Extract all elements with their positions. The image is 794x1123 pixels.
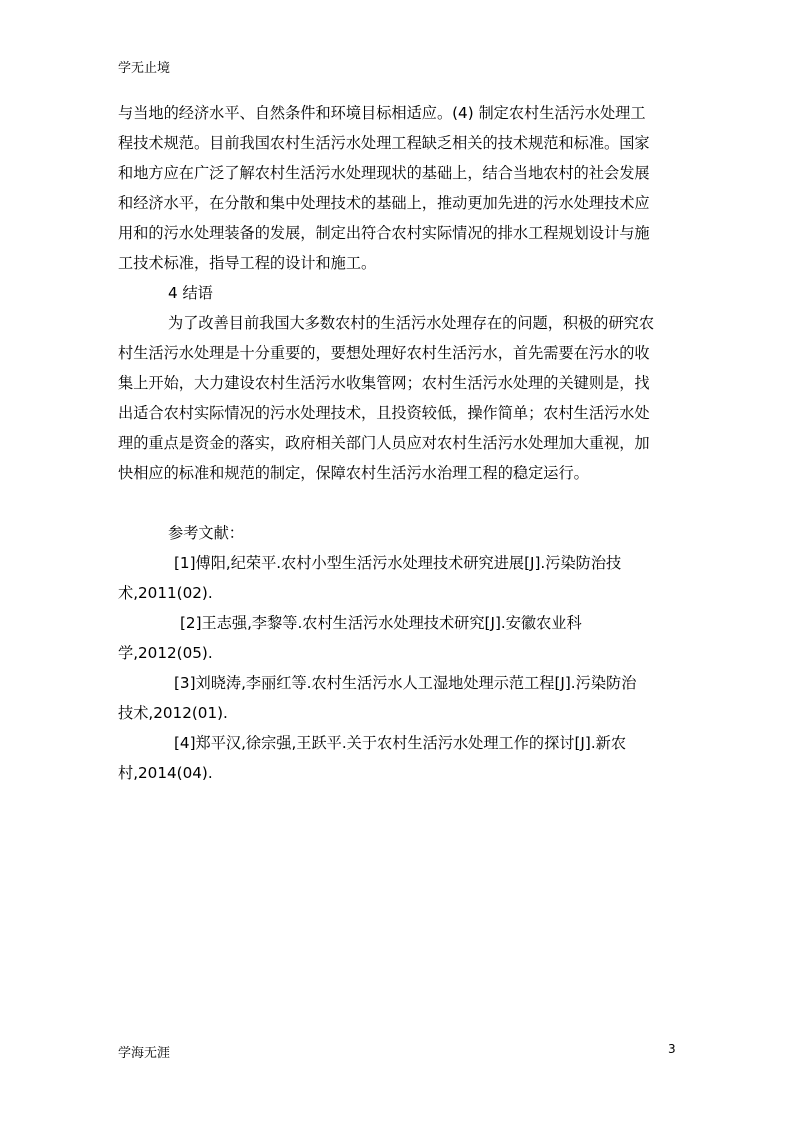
text-line: 理的重点是资金的落实，政府相关部门人员应对农村生活污水处理加大重视，加	[118, 434, 650, 452]
reference-line: [3]刘晓涛,李丽红等.农村生活污水人工湿地处理示范工程[J].污染防治	[174, 674, 637, 692]
reference-line: [1]傅阳,纪荣平.农村小型生活污水处理技术研究进展[J].污染防治技	[174, 554, 622, 572]
reference-line: 学,2012(05).	[118, 644, 213, 662]
text-line: 出适合农村实际情况的污水处理技术，且投资较低，操作简单；农村生活污水处	[118, 404, 650, 422]
text-line: 与当地的经济水平、自然条件和环境目标相适应。(4) 制定农村生活污水处理工	[118, 104, 646, 122]
reference-item	[118, 728, 676, 788]
reference-line: 村,2014(04).	[118, 764, 213, 782]
text-line: 程技术规范。目前我国农村生活污水处理工程缺乏相关的技术规范和标准。国家	[118, 134, 650, 152]
reference-item	[118, 608, 676, 668]
text-line: 为了改善目前我国大多数农村的生活污水处理存在的问题，积极的研究农	[168, 314, 654, 332]
reference-line: [4]郑平汉,徐宗强,王跃平.关于农村生活污水处理工作的探讨[J].新农	[174, 734, 627, 752]
page-footer: 学海无涯	[118, 1046, 171, 1061]
text-line: 和地方应在广泛了解农村生活污水处理现状的基础上，结合当地农村的社会发展	[118, 164, 650, 182]
reference-line: 术,2011(02).	[118, 584, 213, 602]
reference-item	[118, 668, 676, 728]
text-line: 工技术标准，指导工程的设计和施工。	[118, 254, 377, 272]
text-line: 集上开始，大力建设农村生活污水收集管网；农村生活污水处理的关键则是，找	[118, 374, 650, 392]
reference-item	[118, 548, 676, 608]
page-number: 3	[668, 1042, 676, 1056]
reference-list	[118, 548, 676, 788]
paragraph-continuation	[118, 98, 676, 278]
text-line: 和经济水平，在分散和集中处理技术的基础上，推动更加先进的污水处理技术应	[118, 194, 650, 212]
section-heading: 4 结语	[168, 284, 213, 302]
reference-line: 技术,2012(01).	[118, 704, 228, 722]
text-line: 用和的污水处理装备的发展，制定出符合农村实际情况的排水工程规划设计与施	[118, 224, 650, 242]
page-header: 学无止境	[118, 61, 171, 76]
document-body	[118, 98, 676, 788]
text-line: 村生活污水处理是十分重要的，要想处理好农村生活污水，首先需要在污水的收	[118, 344, 650, 362]
text-line: 快相应的标准和规范的制定，保障农村生活污水治理工程的稳定运行。	[118, 464, 589, 482]
references-title: 参考文献：	[168, 524, 244, 542]
reference-line: [2]王志强,李黎等.农村生活污水处理技术研究[J].安徽农业科	[180, 614, 582, 632]
paragraph-conclusion	[118, 308, 676, 488]
